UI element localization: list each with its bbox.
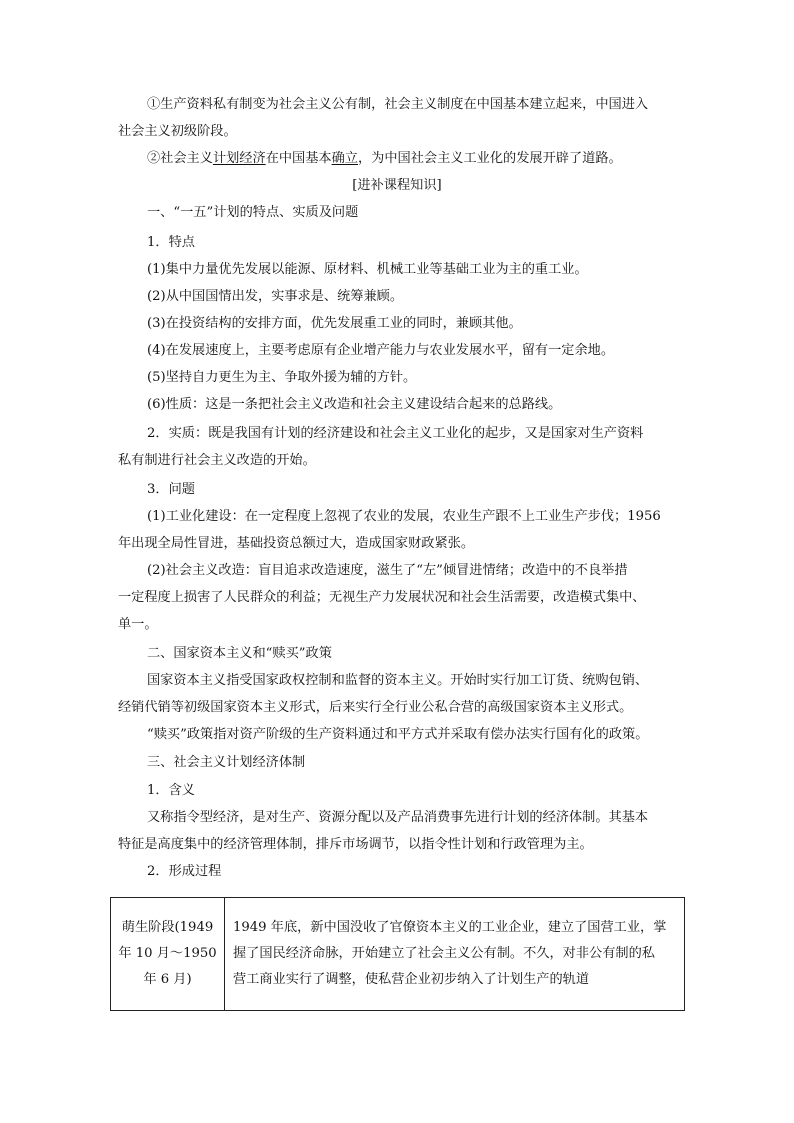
- s1-sub-2-line-1: 2．实质：既是我国有计划的经济建设和社会主义工业化的起步，又是国家对生产资料: [147, 426, 644, 441]
- intro-para-2: [147, 150, 622, 168]
- table-row: [111, 898, 685, 1011]
- stage-description-cell: [225, 898, 685, 1011]
- s1-item-6: (6)性质：这是一条把社会主义改造和社会主义建设结合起来的总路线。: [147, 397, 562, 412]
- intro-para-2-suffix: ，为中国社会主义工业化的发展开辟了道路。: [358, 151, 622, 166]
- s3-definition-line-2: 特征是高度集中的经济管理体制，排斥市场调节，以指令性计划和行政管理为主。: [118, 837, 593, 852]
- s1-problem-2-line-3: 单一。: [118, 617, 158, 632]
- s3-sub-2: 2．形成过程: [147, 864, 222, 879]
- s1-item-3: (3)在投资结构的安排方面，优先发展重工业的同时，兼顾其他。: [147, 316, 522, 331]
- s2-heading: 二、国家资本主义和“赎买”政策: [147, 646, 332, 661]
- s1-item-4: (4)在发展速度上，主要考虑原有企业增产能力与农业发展水平，留有一定余地。: [147, 343, 615, 358]
- s3-definition-line-1: 又称指令型经济，是对生产、资源分配以及产品消费事先进行计划的经济体制。其基本: [147, 810, 649, 825]
- s1-item-2: (2)从中国国情出发，实事求是、统筹兼顾。: [147, 289, 404, 304]
- term-planned-economy: 计划经济: [212, 151, 266, 166]
- stage-desc-line-1: 1949 年底，新中国没收了官僚资本主义的工业企业，建立了国营工业，掌: [233, 920, 667, 935]
- s1-sub-1: 1．特点: [147, 235, 195, 250]
- s1-item-5: (5)坚持自力更生为主、争取外援为辅的方针。: [147, 370, 417, 385]
- stage-name-cell: [111, 898, 225, 1011]
- formation-process-table: [110, 897, 685, 1011]
- intro-para-2-prefix: ②社会主义: [147, 151, 213, 166]
- s1-problem-1-line-2: 年出现全局性冒进，基础投资总额过大，造成国家财政紧张。: [118, 536, 475, 551]
- s2-para-1-line-1: 国家资本主义指受国家政权控制和监督的资本主义。开始时实行加工订货、统购包销、: [147, 673, 649, 688]
- s1-item-1: (1)集中力量优先发展以能源、原材料、机械工业等基础工业为主的重工业。: [147, 262, 588, 277]
- s3-heading: 三、社会主义计划经济体制: [147, 755, 306, 770]
- s1-problem-2-line-1: (2)社会主义改造：盲目追求改造速度，滋生了“左”倾冒进情绪；改造中的不良举措: [147, 563, 628, 578]
- s1-heading: 一、“一五”计划的特点、实质及问题: [147, 205, 359, 220]
- s1-problem-1-line-1: (1)工业化建设：在一定程度上忽视了农业的发展，农业生产跟不上工业生产步伐；1956: [147, 509, 661, 524]
- term-established: 确立: [331, 151, 358, 166]
- stage-name-line-1: 萌生阶段(1949: [121, 920, 214, 935]
- s1-sub-2-line-2: 私有制进行社会主义改造的开始。: [118, 453, 316, 468]
- s3-sub-1: 1．含义: [147, 783, 195, 798]
- s1-problem-2-line-2: 一定程度上损害了人民群众的利益；无视生产力发展状况和社会生活需要，改造模式集中、: [118, 590, 646, 605]
- stage-desc-line-3: 营工商业实行了调整，使私营企业初步纳入了计划生产的轨道: [233, 972, 590, 987]
- intro-para-1-line-2: 社会主义初级阶段。: [118, 124, 237, 139]
- intro-para-1-line-1: ①生产资料私有制变为社会主义公有制，社会主义制度在中国基本建立起来，中国进入: [147, 97, 649, 112]
- s1-sub-3: 3．问题: [147, 482, 195, 497]
- stage-name-line-2: 年 10 月～1950: [118, 946, 217, 961]
- stage-desc-line-2: 握了国民经济命脉，开始建立了社会主义公有制。不久，对非公有制的私: [233, 946, 655, 961]
- stage-name-line-3: 年 6 月): [143, 972, 192, 987]
- s2-para-1-line-2: 经销代销等初级国家资本主义形式，后来实行全行业公私合营的高级国家资本主义形式。: [118, 700, 633, 715]
- section-heading: [进补课程知识]: [352, 178, 442, 193]
- intro-para-2-mid: 在中国基本: [265, 151, 332, 166]
- s2-para-2: “赎买”政策指对资产阶级的生产资料通过和平方式并采取有偿办法实行国有化的政策。: [147, 727, 649, 742]
